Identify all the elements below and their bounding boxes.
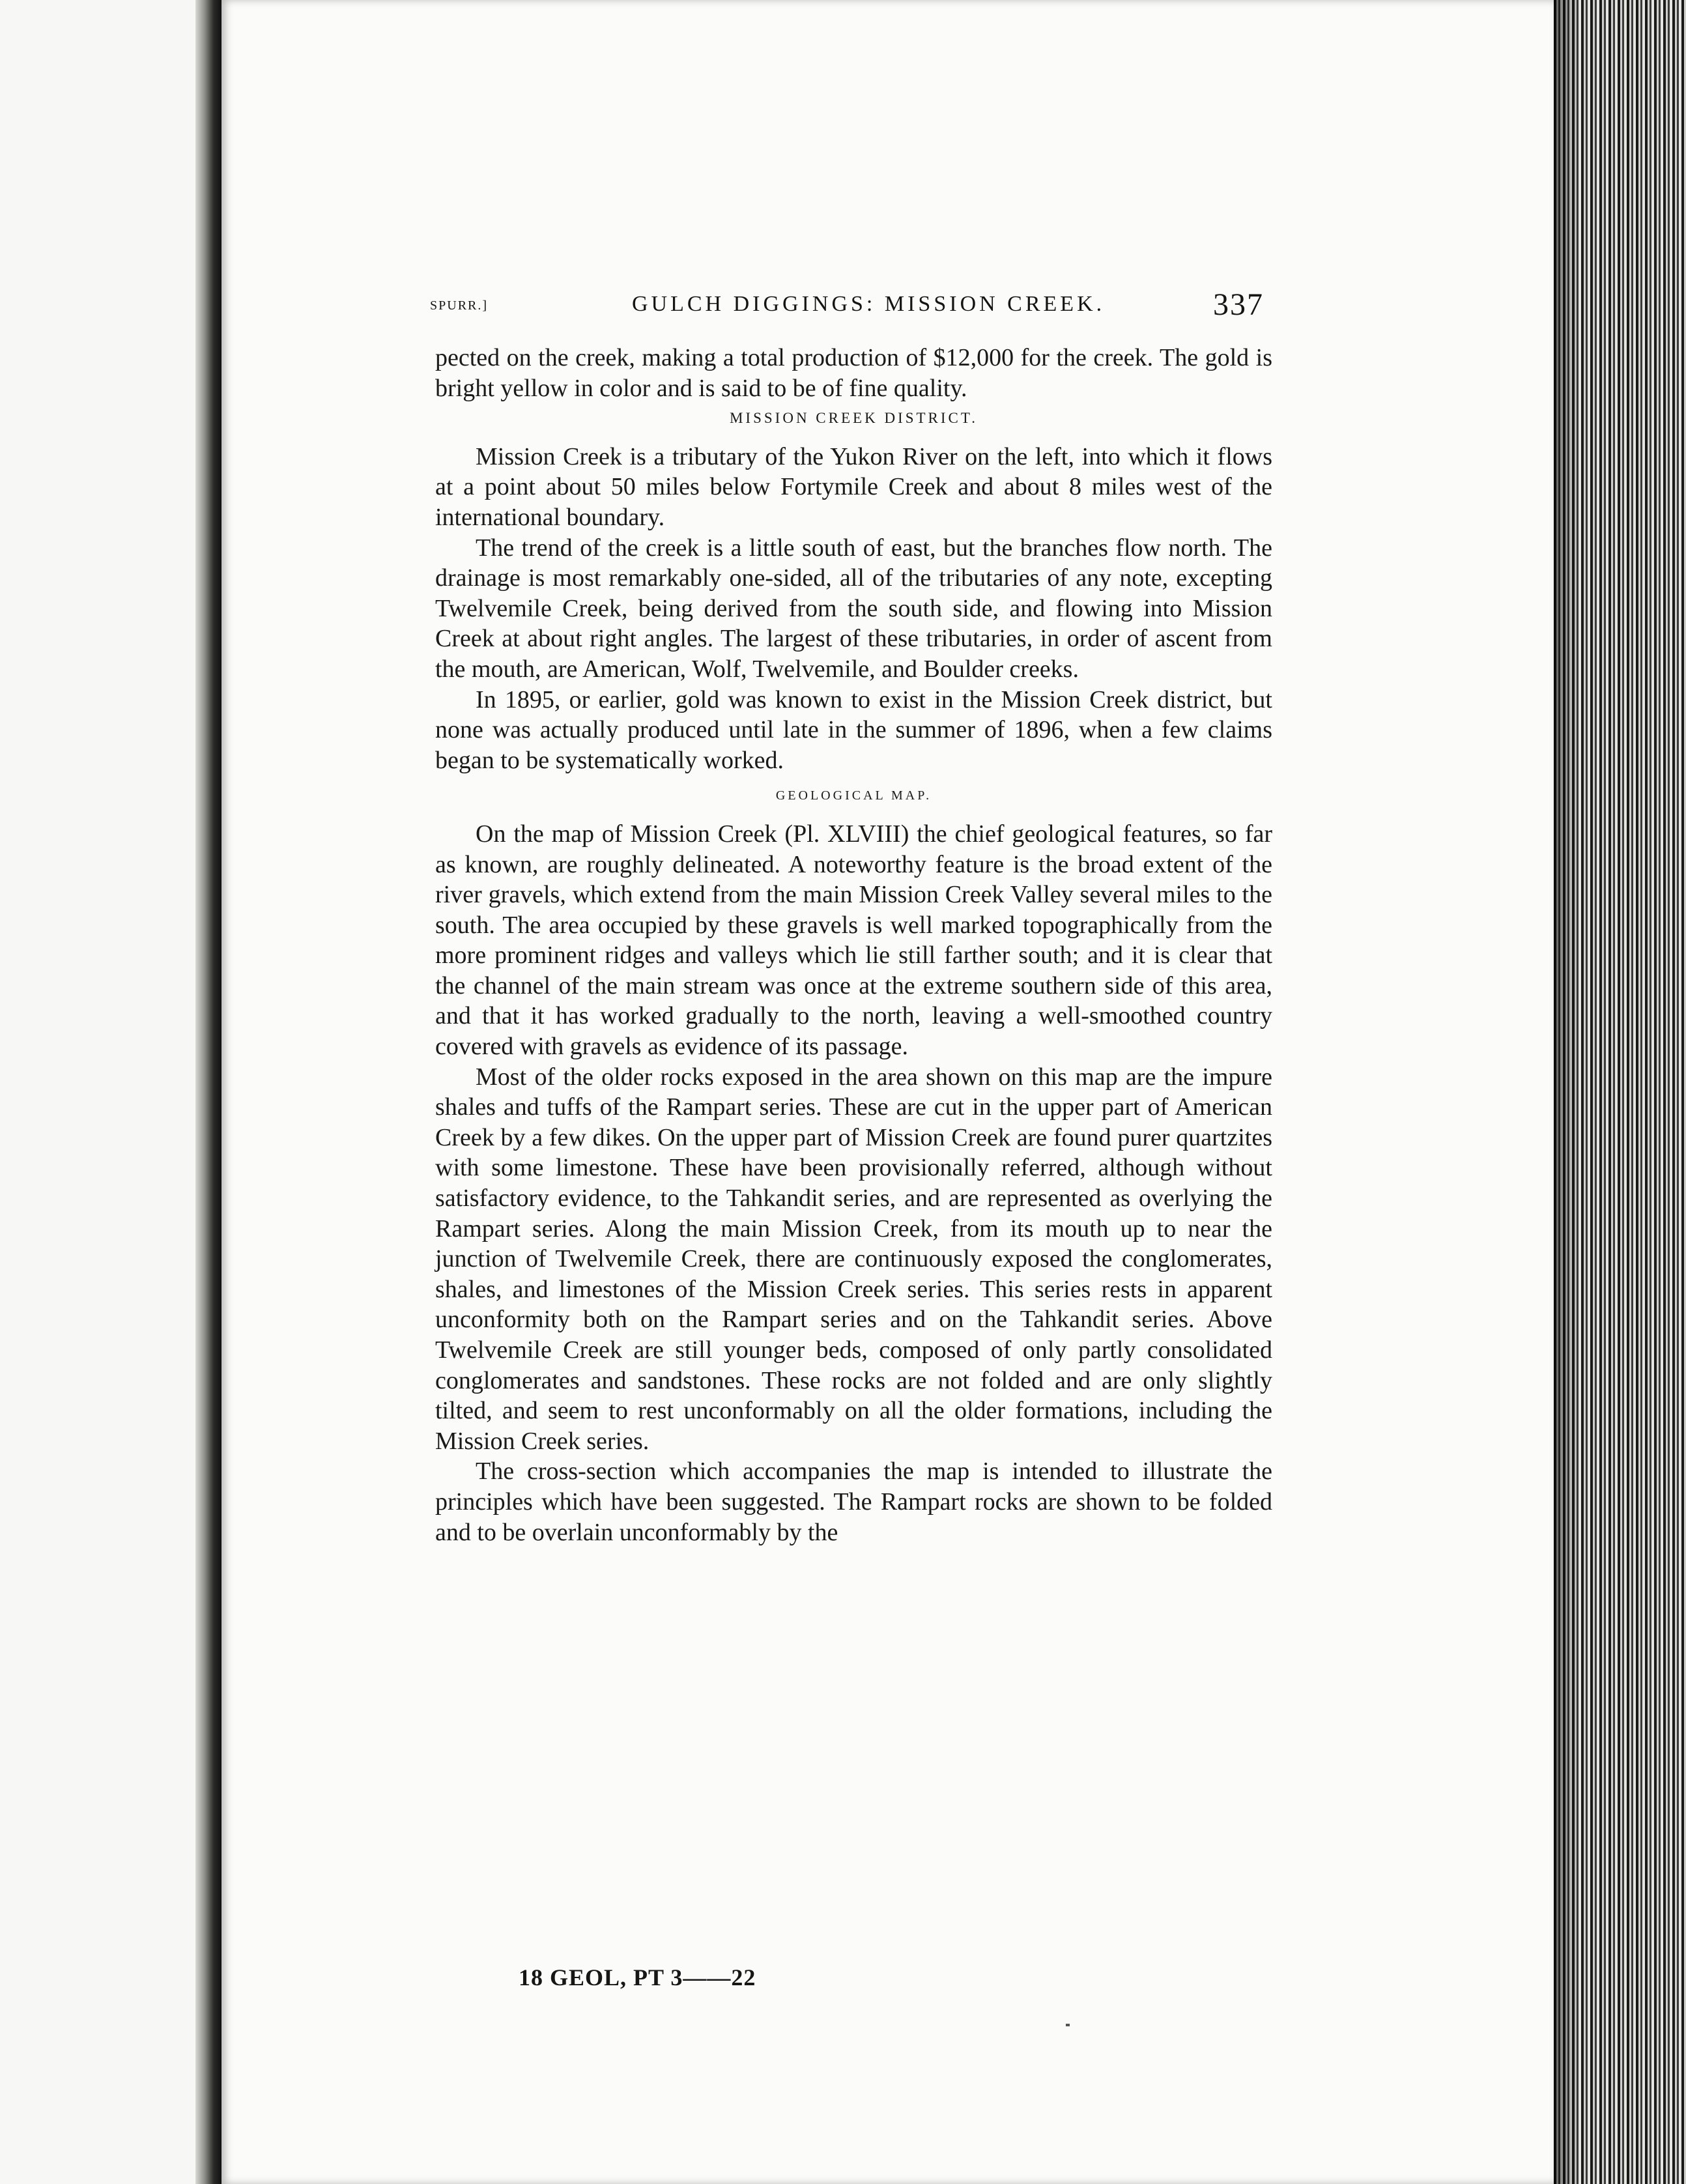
left-page (0, 0, 195, 2184)
running-head (430, 287, 1264, 326)
subsection-heading: GEOLOGICAL MAP. (775, 788, 932, 803)
subsection-paragraph-1: On the map of Mission Creek (Pl. XLVIII) the chief geological features, so far as known, are roughly delineated. A noteworthy feature is the broad extent of the river gravels, which extend from the main Mission Creek Valley several miles to the south. The area occupied by these gravels is well marked topographically from the more prominent ridges and valleys which lie still farther south; and it is clear that the channel of the main stream was once at the extreme southern side of this area, and that it has worked gradually to the north, leaving a well-smoothed country covered with gravels as evidence of its passage. (435, 820, 1272, 1061)
section-paragraph-1: Mission Creek is a tributary of the Yukon River on the left, into which it flows at a point about 50 miles below Fortymile Creek and about 8 miles west of the international boundary. (435, 442, 1272, 531)
running-head-title: GULCH DIGGINGS: MISSION CREEK. (632, 292, 1106, 316)
page-number: 337 (1213, 287, 1264, 322)
section-paragraph-3: In 1895, or earlier, gold was known to exist in the Mission Creek district, but none was actually produced until late in the summer of 1896, when a few claims began to be systematically worked. (435, 685, 1272, 774)
footer-tick-mark (1066, 2024, 1070, 2026)
intro-paragraph: pected on the creek, making a total production of $12,000 for the creek. The gold is bright yellow in color and is said to be of fine quality. (435, 344, 1272, 402)
signature-mark: 18 GEOL, PT 3——22 (519, 1964, 756, 1990)
subsection-paragraph-3: The cross-section which accompanies the map is intended to illustrate the principles which have been suggested. The Rampart rocks are shown to be folded and to be overlain unconformably by the (435, 1458, 1272, 1546)
running-head-author: SPURR.] (430, 298, 489, 313)
book-gutter (195, 0, 221, 2184)
subsection-paragraph-2: Most of the older rocks exposed in the area shown on this map are the impure shales and tuffs of the Rampart series. These are cut in the upper part of American Creek by a few dikes. On the upper part of Mission Creek are found purer quartzites with some limestone. These have been provisionally referred, although without satisfactory evidence, to the Tahkandit series, and are represented as overlying the Rampart series. Along the main Mission Creek, from its mouth up to near the junction of Twelvemile Creek, there are continuously exposed the conglomerates, shales, and limestones of the Mission Creek series. This series rests in apparent unconformity both on the Rampart series and on the Tahkandit series. Above Twelvemile Creek are still younger beds, composed of only partly consolidated conglomerates and sandstones. These rocks are not folded and are only slightly tilted, and seem to rest unconformably on all the older formations, including the Mission Creek series. (435, 1063, 1272, 1455)
fore-edge-shadow (1554, 0, 1580, 2184)
body-text (435, 343, 1272, 1547)
section-heading: MISSION CREEK DISTRICT. (729, 410, 978, 427)
section-paragraph-2: The trend of the creek is a little south of east, but the branches flow north. The drainage is most remarkably one-sided, all of the tributaries of any note, excepting Twelvemile Creek, being derived from the south side, and flowing into Mission Creek at about right angles. The largest of these tributaries, in order of ascent from the mouth, are American, Wolf, Twelvemile, and Boulder creeks. (435, 534, 1272, 683)
